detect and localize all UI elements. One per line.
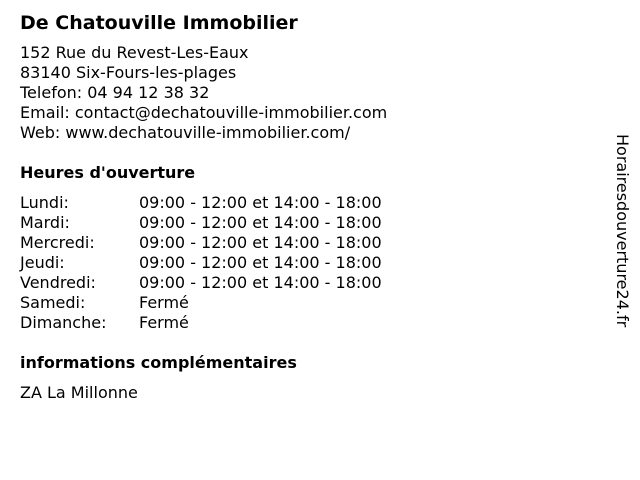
info-heading: informations complémentaires [20, 353, 297, 372]
day-label: Vendredi: [20, 273, 96, 292]
day-label: Mercredi: [20, 233, 95, 252]
day-label: Jeudi: [20, 253, 65, 272]
day-label: Samedi: [20, 293, 86, 312]
time-value: 09:00 - 12:00 et 14:00 - 18:00 [139, 193, 382, 212]
hours-heading: Heures d'ouverture [20, 163, 196, 182]
site-watermark: Horairesdouverture24.fr [613, 134, 632, 328]
day-label: Mardi: [20, 213, 70, 232]
email-address: Email: contact@dechatouville-immobilier.com [20, 103, 388, 122]
phone-number: Telefon: 04 94 12 38 32 [20, 83, 210, 102]
info-text: ZA La Millonne [20, 383, 138, 402]
time-value: 09:00 - 12:00 et 14:00 - 18:00 [139, 273, 382, 292]
time-value: 09:00 - 12:00 et 14:00 - 18:00 [139, 233, 382, 252]
day-label: Dimanche: [20, 313, 107, 332]
street-address: 152 Rue du Revest-Les-Eaux [20, 43, 249, 62]
time-value: 09:00 - 12:00 et 14:00 - 18:00 [139, 253, 382, 272]
business-name: De Chatouville Immobilier [20, 12, 298, 34]
address-block [20, 43, 387, 143]
time-value: Fermé [139, 313, 189, 332]
city-address: 83140 Six-Fours-les-plages [20, 63, 237, 82]
day-label: Lundi: [20, 193, 69, 212]
time-value: Fermé [139, 293, 189, 312]
website-url: Web: www.dechatouville-immobilier.com/ [20, 123, 351, 142]
time-value: 09:00 - 12:00 et 14:00 - 18:00 [139, 213, 382, 232]
